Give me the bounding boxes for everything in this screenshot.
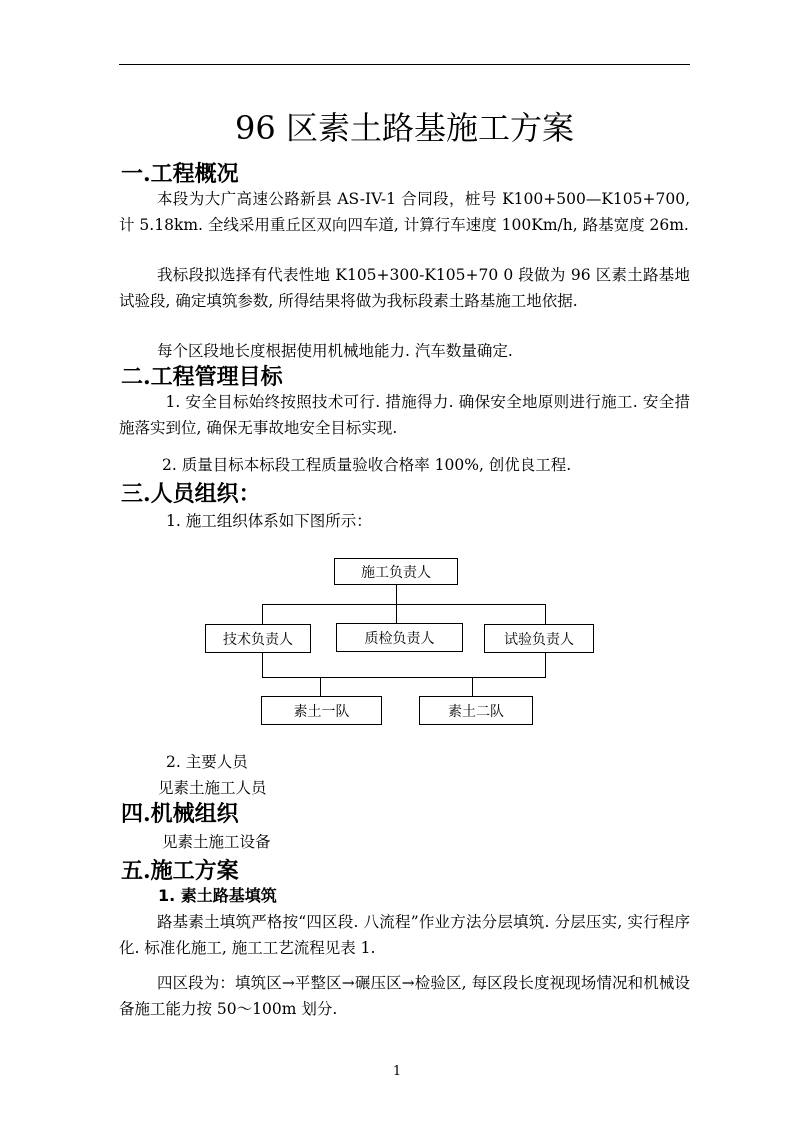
section-1-title: 工程概况 xyxy=(150,162,239,187)
section-4-paragraph-1: 见素土施工设备 xyxy=(162,833,271,851)
section-2-title: 工程管理目标 xyxy=(150,365,283,390)
org-connector xyxy=(262,677,545,678)
section-1-paragraph-2: 我标段拟选择有代表性地 K105+300-K105+70 0 段做为 96 区素土路基地试验段, 确定填筑参数, 所得结果将做为我标段素土路基施工地依据. xyxy=(119,266,690,310)
section-5-paragraph-1: 路基素土填筑严格按“四区段. 八流程”作业方法分层填筑. 分层压实, 实行程序化. 标准化施工, 施工工艺流程见表 1. xyxy=(119,913,690,957)
section-3-heading xyxy=(121,480,261,509)
section-3-paragraph-2: 2. 主要人员 xyxy=(166,753,248,771)
org-connector xyxy=(545,604,546,624)
section-2-number: 二. xyxy=(121,364,151,390)
section-1-paragraph-3: 每个区段地长度根据使用机械地能力. 汽车数量确定. xyxy=(156,342,513,360)
section-5-title: 施工方案 xyxy=(150,859,239,884)
section-5-paragraph-2: 四区段为：填筑区→平整区→碾压区→检验区, 每区段长度视现场情况和机械设备施工能力按 50～100m 划分. xyxy=(119,974,690,1018)
section-3-title: 人员组织： xyxy=(150,482,261,507)
section-1-heading xyxy=(121,160,239,189)
org-box-technical-lead: 技术负责人 xyxy=(205,624,311,653)
section-2-paragraph-1: 1. 安全目标始终按照技术可行. 措施得力. 确保安全地原则进行施工. 安全措施落实到位, 确保无事故地安全目标实现. xyxy=(119,393,690,437)
org-connector xyxy=(396,584,397,605)
document-title: 96 区素土路基施工方案 xyxy=(235,109,574,147)
section-2-heading xyxy=(121,363,283,392)
section-4-title: 机械组织 xyxy=(150,802,239,827)
section-5-heading xyxy=(121,857,239,886)
org-box-team-1: 素土一队 xyxy=(261,696,382,725)
org-box-site-manager: 施工负责人 xyxy=(334,558,458,585)
section-3-number: 三. xyxy=(121,481,151,507)
org-connector xyxy=(472,677,473,696)
org-connector xyxy=(262,652,263,678)
org-box-quality-lead: 质检负责人 xyxy=(336,623,463,652)
org-connector xyxy=(320,677,321,696)
section-2-paragraph-2: 2. 质量目标本标段工程质量验收合格率 100%, 创优良工程. xyxy=(162,456,572,474)
org-box-team-2: 素土二队 xyxy=(419,696,533,725)
page-number: 1 xyxy=(392,1064,402,1079)
org-box-testing-lead: 试验负责人 xyxy=(484,624,594,653)
section-1-number: 一. xyxy=(121,161,151,187)
header-rule xyxy=(119,64,690,65)
org-connector xyxy=(262,604,545,605)
section-5-number: 五. xyxy=(121,858,151,884)
section-3-paragraph-1: 1. 施工组织体系如下图所示： xyxy=(166,512,372,530)
subsection-5-1-heading: 1. 素土路基填筑 xyxy=(158,886,277,905)
section-1-paragraph-1: 本段为大广高速公路新县 AS-IV-1 合同段，桩号 K100+500—K105+700, 计 5.18km. 全线采用重丘区双向四车道, 计算行车速度 100Km/h, 路基宽度 26m. xyxy=(119,190,690,234)
section-4-number: 四. xyxy=(121,801,151,827)
org-connector xyxy=(396,604,397,624)
section-4-heading xyxy=(121,800,239,829)
section-3-paragraph-3: 见素土施工人员 xyxy=(158,779,267,797)
org-connector xyxy=(545,652,546,678)
org-connector xyxy=(262,604,263,624)
